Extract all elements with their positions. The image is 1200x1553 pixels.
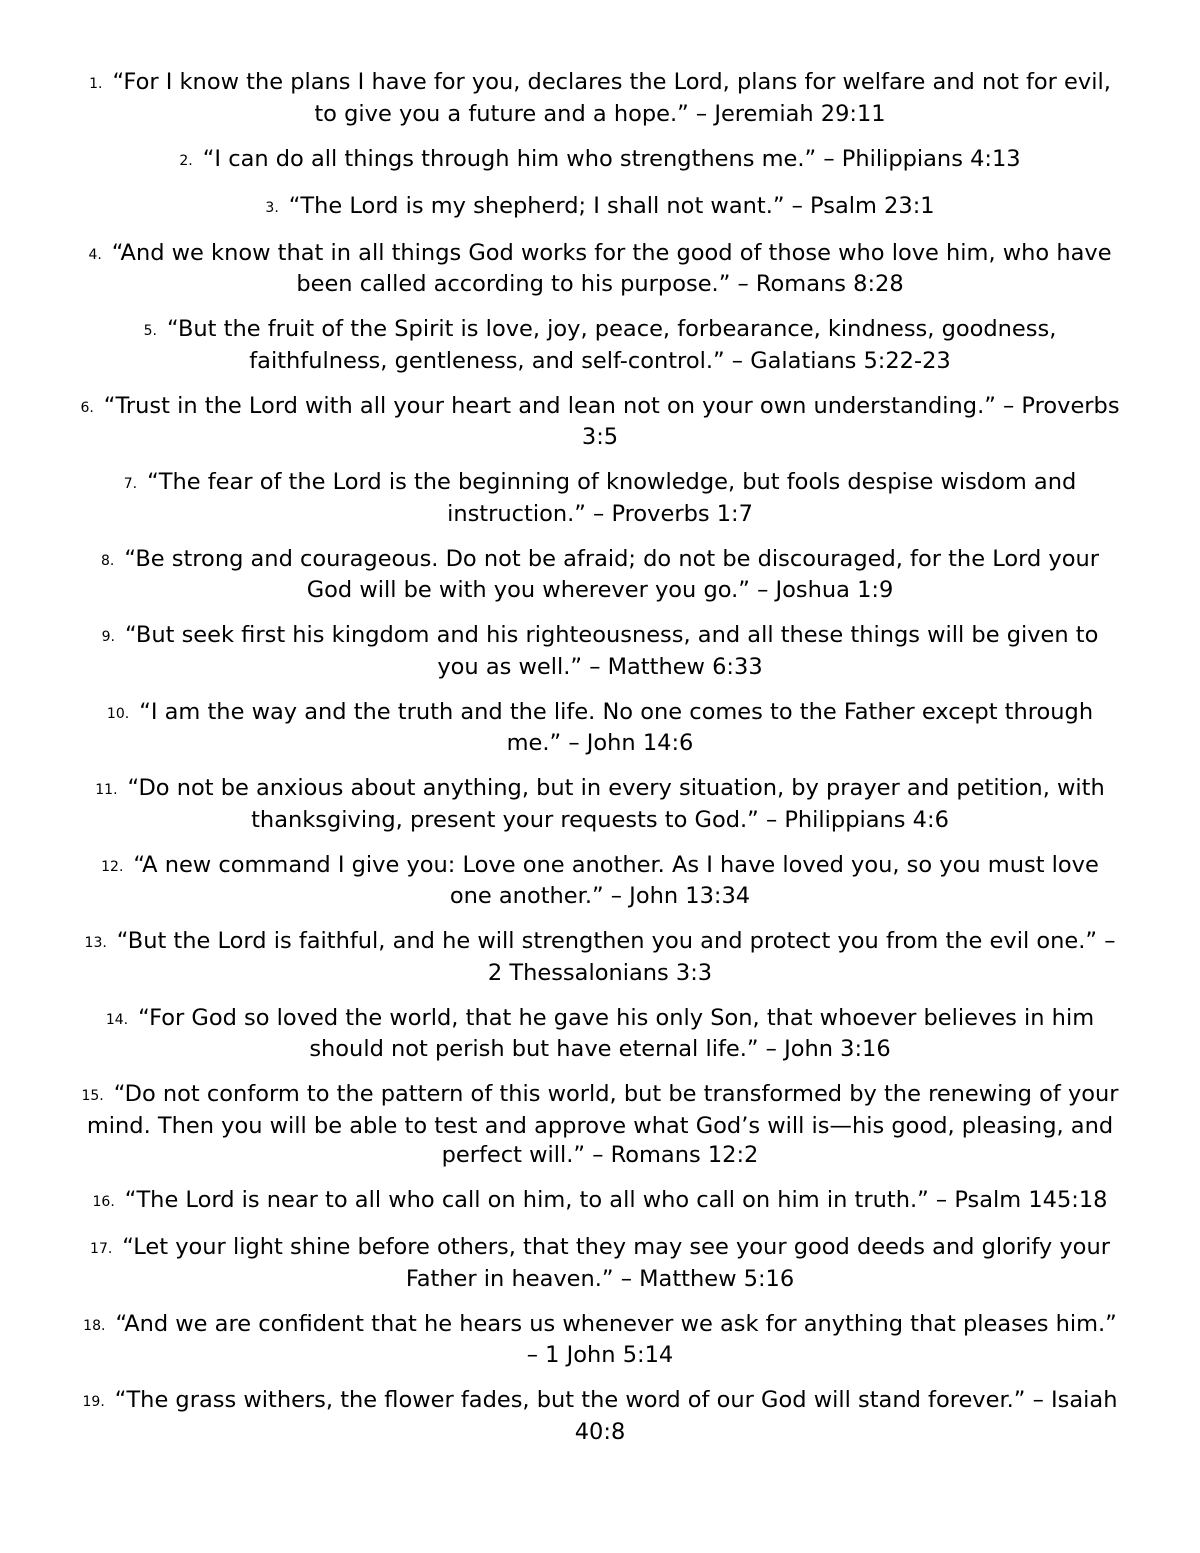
verse-item (70, 545, 1130, 606)
verse-item (70, 392, 1130, 453)
verse-text: “But seek first his kingdom and his righteousness, and all these things will be given to you as well.” – Matthew 6:33 (124, 622, 1099, 680)
verse-text: “I can do all things through him who strengthens me.” – Philippians 4:13 (202, 145, 1021, 172)
verse-number: 5. (143, 323, 157, 339)
verse-item (70, 239, 1130, 300)
verse-number: 3. (265, 199, 279, 216)
verse-number: 4. (88, 246, 102, 263)
verse-number: 15. (81, 1088, 104, 1104)
verse-text: “A new command I give you: Love one another. As I have loved you, so you must love one another.” – John 13:34 (133, 851, 1099, 909)
verse-item (70, 468, 1130, 529)
verse-number: 8. (101, 552, 115, 569)
verse-number: 17. (90, 1241, 113, 1257)
verse-text: “I am the way and the truth and the life. No one comes to the Father except through me.” – John 14:6 (139, 698, 1094, 756)
verse-item (70, 1233, 1130, 1294)
verse-number: 7. (123, 476, 138, 492)
verse-text: “Trust in the Lord with all your heart and lean not on your own understanding.” – Proverbs 3:5 (103, 392, 1120, 450)
verse-number: 10. (106, 705, 130, 722)
verse-text: “And we know that in all things God works for the good of those who love him, who have been called according to his purpose.” – Romans 8:28 (111, 239, 1112, 297)
verse-item (70, 315, 1130, 376)
verse-text: “For I know the plans I have for you, declares the Lord, plans for welfare and not for evil, to give you a future and a hope.” – Jeremiah 29:11 (112, 69, 1111, 127)
verse-text: “The grass withers, the flower fades, but the word of our God will stand forever.” – Isaiah 40:8 (114, 1387, 1118, 1445)
verse-text: “But the Lord is faithful, and he will strengthen you and protect you from the evil one.” – 2 Thessalonians 3:3 (116, 928, 1116, 986)
verse-item (70, 851, 1130, 912)
verse-number: 12. (101, 858, 124, 875)
verse-text: “The fear of the Lord is the beginning of knowledge, but fools despise wisdom and instruction.” – Proverbs 1:7 (147, 469, 1077, 527)
verse-text: “Let your light shine before others, that they may see your good deeds and glorify your Father in heaven.” – Matthew 5:16 (122, 1234, 1110, 1292)
verse-item (70, 621, 1130, 682)
verse-number: 11. (95, 782, 118, 798)
verse-item (70, 927, 1130, 988)
verse-text: “For God so loved the world, that he gave his only Son, that whoever believes in him should not perish but have eternal life.” – John 3:16 (138, 1004, 1095, 1062)
verse-number: 14. (105, 1011, 129, 1028)
verse-text: “Do not be anxious about anything, but in every situation, by prayer and petition, with thanksgiving, present your requests to God.” – Philippians 4:6 (127, 775, 1105, 833)
verse-list (70, 68, 1130, 1447)
verse-text: “Be strong and courageous. Do not be afraid; do not be discouraged, for the Lord your God will be with you wherever you go.” – Joshua 1:9 (124, 545, 1099, 603)
verse-item (70, 192, 1130, 224)
verse-text: “The Lord is near to all who call on him, to all who call on him in truth.” – Psalm 145:18 (124, 1187, 1108, 1213)
verse-text: “The Lord is my shepherd; I shall not want.” – Psalm 23:1 (288, 192, 935, 219)
verse-number: 18. (83, 1317, 106, 1334)
verse-item (70, 1080, 1130, 1171)
verse-item (70, 68, 1130, 129)
verse-item (70, 774, 1130, 835)
verse-item (70, 1386, 1130, 1447)
verse-item (70, 1004, 1130, 1065)
verse-number: 1. (89, 76, 103, 92)
verse-text: “Do not conform to the pattern of this world, but be transformed by the renewing of your mind. Then you will be able to test and approve what God’s will is—his good, pleasing, and perfect will.” – Romans 12:2 (86, 1081, 1119, 1168)
verse-number: 6. (80, 399, 94, 416)
verse-item (70, 698, 1130, 759)
verse-item (70, 145, 1130, 177)
verse-text: “But the fruit of the Spirit is love, joy, peace, forbearance, kindness, goodness, faithfulness, gentleness, and self-control.” – Galatians 5:22-23 (166, 316, 1057, 374)
verse-item (70, 1310, 1130, 1371)
verse-number: 13. (84, 935, 107, 951)
verse-item (70, 1186, 1130, 1218)
verse-number: 9. (101, 629, 115, 645)
verse-text: “And we are confident that he hears us whenever we ask for anything that pleases him.” – 1 John 5:14 (115, 1310, 1117, 1368)
verse-number: 16. (92, 1194, 115, 1210)
verse-number: 2. (179, 152, 193, 169)
verse-number: 19. (82, 1394, 105, 1410)
